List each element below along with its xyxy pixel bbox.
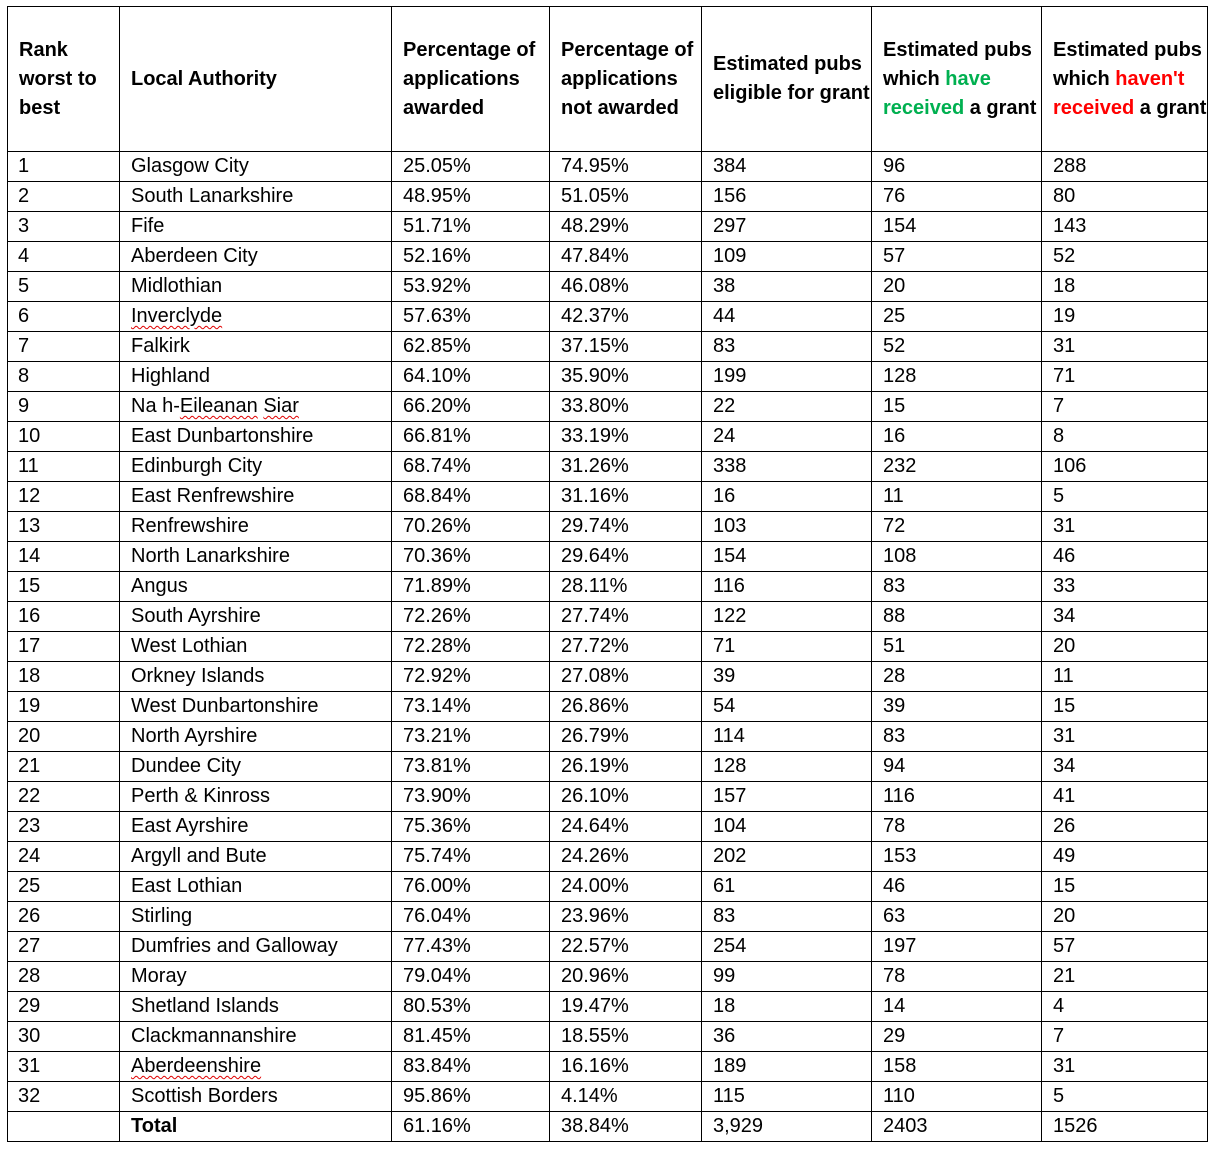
cell-eligible: 39 bbox=[702, 662, 872, 692]
cell-rank: 30 bbox=[8, 1022, 120, 1052]
table-row bbox=[8, 212, 1208, 242]
cell-received: 128 bbox=[872, 362, 1042, 392]
cell-pct-awarded: 76.00% bbox=[392, 872, 550, 902]
total-received: 2403 bbox=[872, 1112, 1042, 1142]
cell-pct-awarded: 80.53% bbox=[392, 992, 550, 1022]
cell-pct-not-awarded: 51.05% bbox=[550, 182, 702, 212]
cell-eligible: 154 bbox=[702, 542, 872, 572]
cell-eligible: 156 bbox=[702, 182, 872, 212]
authority-name: Aberdeenshire bbox=[131, 1055, 262, 1077]
header-received-highlight: have received bbox=[883, 67, 991, 119]
cell-authority: Argyll and Bute bbox=[120, 842, 392, 872]
table-row bbox=[8, 302, 1208, 332]
cell-eligible: 128 bbox=[702, 752, 872, 782]
cell-authority: Dundee City bbox=[120, 752, 392, 782]
cell-received: 20 bbox=[872, 272, 1042, 302]
header-not-received-highlight: haven't received bbox=[1053, 67, 1185, 119]
cell-not-received: 7 bbox=[1042, 1022, 1208, 1052]
cell-eligible: 99 bbox=[702, 962, 872, 992]
cell-received: 108 bbox=[872, 542, 1042, 572]
total-pct-awarded: 61.16% bbox=[392, 1112, 550, 1142]
cell-received: 153 bbox=[872, 842, 1042, 872]
cell-not-received: 143 bbox=[1042, 212, 1208, 242]
cell-rank: 18 bbox=[8, 662, 120, 692]
cell-authority: Perth & Kinross bbox=[120, 782, 392, 812]
header-row bbox=[8, 7, 1208, 152]
cell-pct-awarded: 77.43% bbox=[392, 932, 550, 962]
cell-pct-awarded: 72.26% bbox=[392, 602, 550, 632]
cell-pct-awarded: 66.81% bbox=[392, 422, 550, 452]
table-row bbox=[8, 842, 1208, 872]
cell-not-received: 20 bbox=[1042, 632, 1208, 662]
authority-name: Inverclyde bbox=[131, 305, 223, 327]
cell-pct-not-awarded: 23.96% bbox=[550, 902, 702, 932]
cell-not-received: 5 bbox=[1042, 1082, 1208, 1112]
cell-received: 51 bbox=[872, 632, 1042, 662]
cell-received: 15 bbox=[872, 392, 1042, 422]
cell-eligible: 24 bbox=[702, 422, 872, 452]
cell-rank: 22 bbox=[8, 782, 120, 812]
cell-pct-not-awarded: 26.86% bbox=[550, 692, 702, 722]
cell-received: 76 bbox=[872, 182, 1042, 212]
cell-not-received: 18 bbox=[1042, 272, 1208, 302]
cell-eligible: 103 bbox=[702, 512, 872, 542]
table-body bbox=[8, 152, 1208, 1142]
table-row bbox=[8, 182, 1208, 212]
cell-pct-not-awarded: 19.47% bbox=[550, 992, 702, 1022]
cell-received: 29 bbox=[872, 1022, 1042, 1052]
header-eligible: Estimated pubs eligible for grant bbox=[702, 7, 872, 152]
cell-not-received: 11 bbox=[1042, 662, 1208, 692]
cell-authority: Midlothian bbox=[120, 272, 392, 302]
cell-rank: 4 bbox=[8, 242, 120, 272]
cell-authority: Dumfries and Galloway bbox=[120, 932, 392, 962]
cell-eligible: 116 bbox=[702, 572, 872, 602]
cell-rank: 24 bbox=[8, 842, 120, 872]
cell-received: 57 bbox=[872, 242, 1042, 272]
cell-eligible: 38 bbox=[702, 272, 872, 302]
cell-pct-not-awarded: 24.26% bbox=[550, 842, 702, 872]
cell-authority: Edinburgh City bbox=[120, 452, 392, 482]
cell-rank: 9 bbox=[8, 392, 120, 422]
cell-not-received: 106 bbox=[1042, 452, 1208, 482]
cell-pct-awarded: 57.63% bbox=[392, 302, 550, 332]
cell-pct-awarded: 68.74% bbox=[392, 452, 550, 482]
cell-received: 88 bbox=[872, 602, 1042, 632]
cell-authority: Glasgow City bbox=[120, 152, 392, 182]
table-row bbox=[8, 242, 1208, 272]
cell-authority: Clackmannanshire bbox=[120, 1022, 392, 1052]
cell-authority: South Lanarkshire bbox=[120, 182, 392, 212]
cell-rank: 1 bbox=[8, 152, 120, 182]
table-row bbox=[8, 542, 1208, 572]
table-row bbox=[8, 572, 1208, 602]
cell-received: 72 bbox=[872, 512, 1042, 542]
table-row bbox=[8, 512, 1208, 542]
cell-not-received: 33 bbox=[1042, 572, 1208, 602]
pub-grants-table bbox=[7, 6, 1208, 1142]
cell-not-received: 15 bbox=[1042, 692, 1208, 722]
cell-not-received: 80 bbox=[1042, 182, 1208, 212]
cell-eligible: 18 bbox=[702, 992, 872, 1022]
cell-received: 78 bbox=[872, 812, 1042, 842]
cell-not-received: 34 bbox=[1042, 602, 1208, 632]
table-row bbox=[8, 392, 1208, 422]
cell-eligible: 297 bbox=[702, 212, 872, 242]
cell-received: 96 bbox=[872, 152, 1042, 182]
cell-not-received: 19 bbox=[1042, 302, 1208, 332]
cell-pct-not-awarded: 16.16% bbox=[550, 1052, 702, 1082]
cell-pct-not-awarded: 29.64% bbox=[550, 542, 702, 572]
cell-received: 52 bbox=[872, 332, 1042, 362]
cell-eligible: 157 bbox=[702, 782, 872, 812]
cell-authority: Falkirk bbox=[120, 332, 392, 362]
cell-rank: 23 bbox=[8, 812, 120, 842]
total-row bbox=[8, 1112, 1208, 1142]
total-authority: Total bbox=[120, 1112, 392, 1142]
cell-rank: 25 bbox=[8, 872, 120, 902]
cell-authority: West Dunbartonshire bbox=[120, 692, 392, 722]
cell-eligible: 83 bbox=[702, 902, 872, 932]
cell-not-received: 26 bbox=[1042, 812, 1208, 842]
cell-pct-not-awarded: 28.11% bbox=[550, 572, 702, 602]
table-row bbox=[8, 752, 1208, 782]
table-row bbox=[8, 782, 1208, 812]
table-row bbox=[8, 662, 1208, 692]
cell-pct-not-awarded: 26.19% bbox=[550, 752, 702, 782]
cell-authority: North Lanarkshire bbox=[120, 542, 392, 572]
cell-received: 83 bbox=[872, 572, 1042, 602]
cell-not-received: 31 bbox=[1042, 1052, 1208, 1082]
cell-authority: North Ayrshire bbox=[120, 722, 392, 752]
cell-eligible: 44 bbox=[702, 302, 872, 332]
cell-pct-awarded: 83.84% bbox=[392, 1052, 550, 1082]
cell-not-received: 21 bbox=[1042, 962, 1208, 992]
cell-not-received: 57 bbox=[1042, 932, 1208, 962]
cell-not-received: 7 bbox=[1042, 392, 1208, 422]
cell-eligible: 115 bbox=[702, 1082, 872, 1112]
cell-not-received: 41 bbox=[1042, 782, 1208, 812]
cell-pct-awarded: 95.86% bbox=[392, 1082, 550, 1112]
cell-authority: Fife bbox=[120, 212, 392, 242]
cell-pct-awarded: 62.85% bbox=[392, 332, 550, 362]
cell-pct-awarded: 75.74% bbox=[392, 842, 550, 872]
cell-pct-not-awarded: 27.08% bbox=[550, 662, 702, 692]
total-eligible: 3,929 bbox=[702, 1112, 872, 1142]
cell-eligible: 338 bbox=[702, 452, 872, 482]
cell-received: 110 bbox=[872, 1082, 1042, 1112]
cell-not-received: 288 bbox=[1042, 152, 1208, 182]
cell-received: 14 bbox=[872, 992, 1042, 1022]
cell-pct-awarded: 68.84% bbox=[392, 482, 550, 512]
cell-pct-not-awarded: 33.80% bbox=[550, 392, 702, 422]
cell-rank: 15 bbox=[8, 572, 120, 602]
cell-authority: East Lothian bbox=[120, 872, 392, 902]
cell-pct-not-awarded: 18.55% bbox=[550, 1022, 702, 1052]
table-row bbox=[8, 992, 1208, 1022]
table-row bbox=[8, 482, 1208, 512]
header-authority: Local Authority bbox=[120, 7, 392, 152]
table-row bbox=[8, 932, 1208, 962]
cell-pct-awarded: 51.71% bbox=[392, 212, 550, 242]
cell-eligible: 199 bbox=[702, 362, 872, 392]
cell-pct-not-awarded: 33.19% bbox=[550, 422, 702, 452]
authority-name: Na h-Eileanan Siar bbox=[131, 395, 299, 417]
table-row bbox=[8, 452, 1208, 482]
cell-eligible: 104 bbox=[702, 812, 872, 842]
cell-not-received: 31 bbox=[1042, 332, 1208, 362]
cell-rank: 16 bbox=[8, 602, 120, 632]
cell-eligible: 16 bbox=[702, 482, 872, 512]
cell-rank: 32 bbox=[8, 1082, 120, 1112]
cell-pct-awarded: 76.04% bbox=[392, 902, 550, 932]
cell-not-received: 4 bbox=[1042, 992, 1208, 1022]
cell-pct-not-awarded: 48.29% bbox=[550, 212, 702, 242]
cell-pct-not-awarded: 26.79% bbox=[550, 722, 702, 752]
cell-authority: Angus bbox=[120, 572, 392, 602]
cell-rank: 2 bbox=[8, 182, 120, 212]
cell-authority: East Ayrshire bbox=[120, 812, 392, 842]
cell-rank: 20 bbox=[8, 722, 120, 752]
header-not-received-pre: Estimated pubs which bbox=[1053, 38, 1202, 90]
cell-authority: Scottish Borders bbox=[120, 1082, 392, 1112]
table-row bbox=[8, 962, 1208, 992]
cell-authority: Aberdeen City bbox=[120, 242, 392, 272]
cell-eligible: 109 bbox=[702, 242, 872, 272]
cell-pct-not-awarded: 26.10% bbox=[550, 782, 702, 812]
cell-not-received: 49 bbox=[1042, 842, 1208, 872]
header-pct-not-awarded: Percentage of applications not awarded bbox=[550, 7, 702, 152]
cell-pct-awarded: 75.36% bbox=[392, 812, 550, 842]
cell-eligible: 114 bbox=[702, 722, 872, 752]
cell-received: 46 bbox=[872, 872, 1042, 902]
header-received-post: a grant bbox=[969, 96, 1037, 119]
table-row bbox=[8, 152, 1208, 182]
cell-pct-not-awarded: 74.95% bbox=[550, 152, 702, 182]
cell-not-received: 46 bbox=[1042, 542, 1208, 572]
cell-pct-not-awarded: 47.84% bbox=[550, 242, 702, 272]
header-not-received bbox=[1042, 7, 1208, 152]
cell-pct-not-awarded: 31.26% bbox=[550, 452, 702, 482]
cell-authority: East Dunbartonshire bbox=[120, 422, 392, 452]
cell-authority bbox=[120, 392, 392, 422]
cell-not-received: 15 bbox=[1042, 872, 1208, 902]
cell-not-received: 20 bbox=[1042, 902, 1208, 932]
table-row bbox=[8, 1082, 1208, 1112]
header-received bbox=[872, 7, 1042, 152]
total-rank bbox=[8, 1112, 120, 1142]
cell-pct-not-awarded: 46.08% bbox=[550, 272, 702, 302]
cell-rank: 6 bbox=[8, 302, 120, 332]
header-rank: Rank worst to best bbox=[8, 7, 120, 152]
cell-received: 232 bbox=[872, 452, 1042, 482]
cell-received: 16 bbox=[872, 422, 1042, 452]
cell-eligible: 22 bbox=[702, 392, 872, 422]
cell-received: 39 bbox=[872, 692, 1042, 722]
cell-received: 11 bbox=[872, 482, 1042, 512]
cell-pct-awarded: 79.04% bbox=[392, 962, 550, 992]
cell-rank: 28 bbox=[8, 962, 120, 992]
header-received-pre: Estimated pubs which bbox=[883, 38, 1032, 90]
cell-pct-awarded: 52.16% bbox=[392, 242, 550, 272]
cell-pct-awarded: 73.90% bbox=[392, 782, 550, 812]
cell-pct-not-awarded: 27.72% bbox=[550, 632, 702, 662]
cell-received: 154 bbox=[872, 212, 1042, 242]
cell-rank: 21 bbox=[8, 752, 120, 782]
cell-rank: 10 bbox=[8, 422, 120, 452]
cell-eligible: 254 bbox=[702, 932, 872, 962]
cell-pct-not-awarded: 4.14% bbox=[550, 1082, 702, 1112]
cell-rank: 5 bbox=[8, 272, 120, 302]
cell-not-received: 52 bbox=[1042, 242, 1208, 272]
cell-authority: Shetland Islands bbox=[120, 992, 392, 1022]
cell-pct-not-awarded: 29.74% bbox=[550, 512, 702, 542]
cell-pct-awarded: 64.10% bbox=[392, 362, 550, 392]
header-not-received-post: a grant bbox=[1139, 96, 1207, 119]
cell-received: 158 bbox=[872, 1052, 1042, 1082]
cell-pct-awarded: 73.14% bbox=[392, 692, 550, 722]
table-row bbox=[8, 692, 1208, 722]
cell-authority bbox=[120, 302, 392, 332]
cell-received: 197 bbox=[872, 932, 1042, 962]
table-row bbox=[8, 422, 1208, 452]
cell-pct-awarded: 81.45% bbox=[392, 1022, 550, 1052]
table-row bbox=[8, 872, 1208, 902]
cell-not-received: 31 bbox=[1042, 722, 1208, 752]
table-row bbox=[8, 1022, 1208, 1052]
cell-rank: 19 bbox=[8, 692, 120, 722]
cell-received: 25 bbox=[872, 302, 1042, 332]
cell-received: 28 bbox=[872, 662, 1042, 692]
cell-authority: Stirling bbox=[120, 902, 392, 932]
cell-authority: South Ayrshire bbox=[120, 602, 392, 632]
cell-pct-not-awarded: 35.90% bbox=[550, 362, 702, 392]
cell-pct-not-awarded: 20.96% bbox=[550, 962, 702, 992]
cell-pct-not-awarded: 27.74% bbox=[550, 602, 702, 632]
cell-pct-awarded: 53.92% bbox=[392, 272, 550, 302]
cell-not-received: 34 bbox=[1042, 752, 1208, 782]
table-row bbox=[8, 362, 1208, 392]
cell-pct-awarded: 73.81% bbox=[392, 752, 550, 782]
table-row bbox=[8, 722, 1208, 752]
cell-received: 94 bbox=[872, 752, 1042, 782]
cell-not-received: 31 bbox=[1042, 512, 1208, 542]
cell-eligible: 83 bbox=[702, 332, 872, 362]
cell-pct-awarded: 66.20% bbox=[392, 392, 550, 422]
cell-rank: 26 bbox=[8, 902, 120, 932]
cell-rank: 11 bbox=[8, 452, 120, 482]
header-pct-awarded: Percentage of applications awarded bbox=[392, 7, 550, 152]
cell-authority: West Lothian bbox=[120, 632, 392, 662]
cell-rank: 7 bbox=[8, 332, 120, 362]
cell-authority: Renfrewshire bbox=[120, 512, 392, 542]
cell-pct-not-awarded: 37.15% bbox=[550, 332, 702, 362]
cell-authority: Highland bbox=[120, 362, 392, 392]
cell-received: 78 bbox=[872, 962, 1042, 992]
cell-authority bbox=[120, 1052, 392, 1082]
cell-eligible: 54 bbox=[702, 692, 872, 722]
cell-pct-awarded: 72.92% bbox=[392, 662, 550, 692]
cell-received: 63 bbox=[872, 902, 1042, 932]
cell-pct-not-awarded: 31.16% bbox=[550, 482, 702, 512]
cell-pct-awarded: 73.21% bbox=[392, 722, 550, 752]
table-row bbox=[8, 272, 1208, 302]
table-row bbox=[8, 332, 1208, 362]
cell-authority: East Renfrewshire bbox=[120, 482, 392, 512]
cell-pct-not-awarded: 24.00% bbox=[550, 872, 702, 902]
table-row bbox=[8, 812, 1208, 842]
cell-rank: 12 bbox=[8, 482, 120, 512]
cell-rank: 3 bbox=[8, 212, 120, 242]
cell-eligible: 36 bbox=[702, 1022, 872, 1052]
cell-pct-awarded: 72.28% bbox=[392, 632, 550, 662]
cell-rank: 13 bbox=[8, 512, 120, 542]
table-row bbox=[8, 602, 1208, 632]
table-row bbox=[8, 902, 1208, 932]
cell-not-received: 8 bbox=[1042, 422, 1208, 452]
cell-pct-awarded: 70.26% bbox=[392, 512, 550, 542]
cell-eligible: 71 bbox=[702, 632, 872, 662]
cell-eligible: 122 bbox=[702, 602, 872, 632]
cell-pct-not-awarded: 22.57% bbox=[550, 932, 702, 962]
cell-rank: 8 bbox=[8, 362, 120, 392]
cell-not-received: 71 bbox=[1042, 362, 1208, 392]
table-row bbox=[8, 632, 1208, 662]
cell-eligible: 202 bbox=[702, 842, 872, 872]
cell-received: 83 bbox=[872, 722, 1042, 752]
cell-pct-awarded: 71.89% bbox=[392, 572, 550, 602]
cell-pct-awarded: 70.36% bbox=[392, 542, 550, 572]
cell-rank: 29 bbox=[8, 992, 120, 1022]
cell-rank: 17 bbox=[8, 632, 120, 662]
total-not-received: 1526 bbox=[1042, 1112, 1208, 1142]
cell-received: 116 bbox=[872, 782, 1042, 812]
cell-authority: Orkney Islands bbox=[120, 662, 392, 692]
cell-pct-awarded: 25.05% bbox=[392, 152, 550, 182]
cell-not-received: 5 bbox=[1042, 482, 1208, 512]
cell-rank: 14 bbox=[8, 542, 120, 572]
cell-eligible: 189 bbox=[702, 1052, 872, 1082]
cell-pct-not-awarded: 24.64% bbox=[550, 812, 702, 842]
cell-pct-not-awarded: 42.37% bbox=[550, 302, 702, 332]
cell-eligible: 384 bbox=[702, 152, 872, 182]
cell-rank: 27 bbox=[8, 932, 120, 962]
total-pct-not-awarded: 38.84% bbox=[550, 1112, 702, 1142]
cell-pct-awarded: 48.95% bbox=[392, 182, 550, 212]
cell-rank: 31 bbox=[8, 1052, 120, 1082]
table-row bbox=[8, 1052, 1208, 1082]
cell-authority: Moray bbox=[120, 962, 392, 992]
cell-eligible: 61 bbox=[702, 872, 872, 902]
